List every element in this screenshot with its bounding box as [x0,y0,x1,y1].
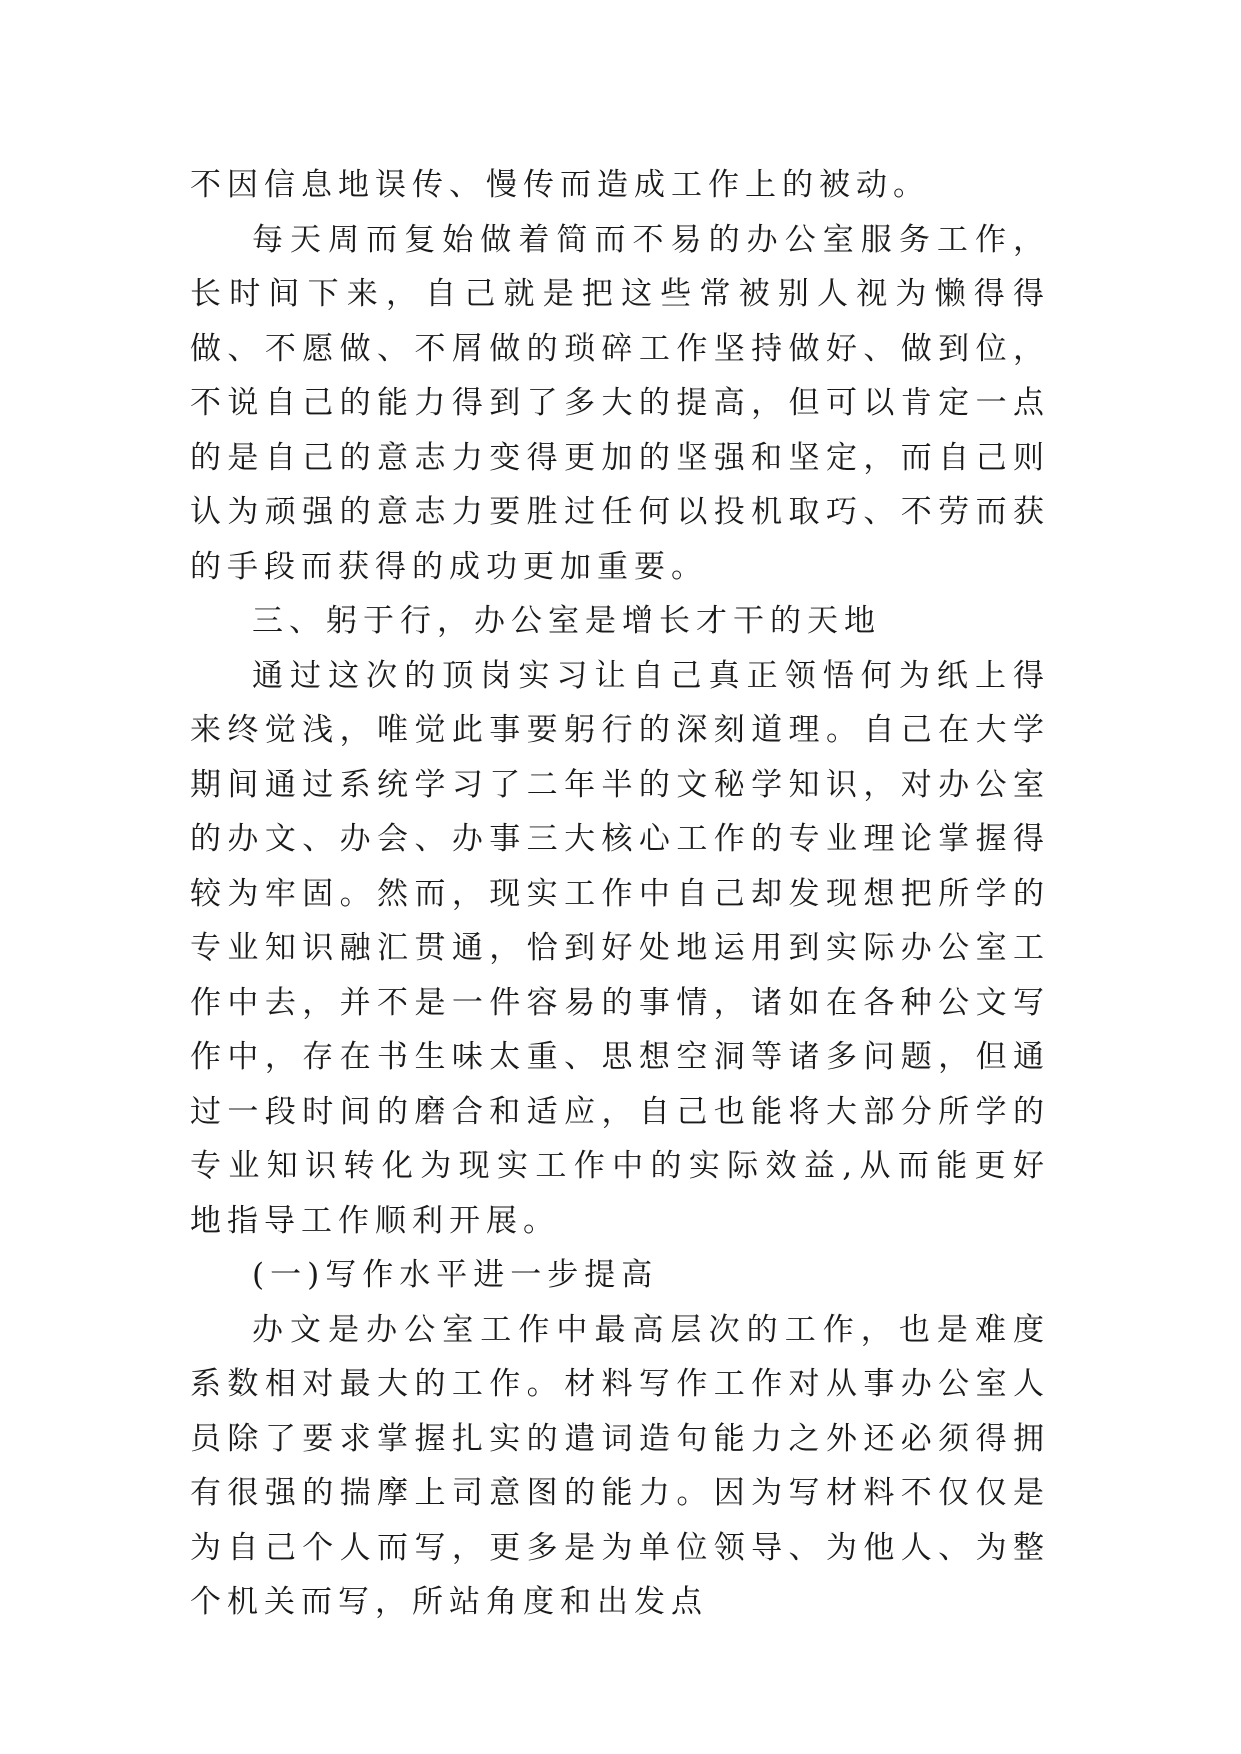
body-paragraph: 办文是办公室工作中最高层次的工作，也是难度系数相对最大的工作。材料写作工作对从事办公室人员除了要求掌握扎实的遣词造句能力之外还必须得拥有很强的揣摩上司意图的能力。因为写材料不仅仅是为自己个人而写，更多是为单位领导、为他人、为整个机关而写，所站角度和出发点 [190,1311,1050,1620]
body-paragraph: 通过这次的顶岗实习让自己真正领悟何为纸上得来终觉浅，唯觉此事要躬行的深刻道理。自己在大学期间通过系统学习了二年半的文秘学知识，对办公室的办文、办会、办事三大核心工作的专业理论掌握得较为牢固。然而，现实工作中自己却发现想把所学的专业知识融汇贯通，恰到好处地运用到实际办公室工作中去，并不是一件容易的事情，诸如在各种公文写作中，存在书生味太重、思想空洞等诸多问题，但通过一段时间的磨合和适应，自己也能将大部分所学的专业知识转化为现实工作中的实际效益,从而能更好地指导工作顺利开展。 [190,657,1050,1239]
document-body [190,158,1050,1630]
body-paragraph: 每天周而复始做着简而不易的办公室服务工作，长时间下来，自己就是把这些常被别人视为懒得得做、不愿做、不屑做的琐碎工作坚持做好、做到位，不说自己的能力得到了多大的提高，但可以肯定一点的是自己的意志力变得更加的坚强和坚定，而自己则认为顽强的意志力要胜过任何以投机取巧、不劳而获的手段而获得的成功更加重要。 [190,221,1050,585]
continuation-paragraph: 不因信息地误传、慢传而造成工作上的被动。 [190,167,930,203]
subsection-heading: (一)写作水平进一步提高 [252,1257,659,1293]
section-heading: 三、躬于行，办公室是增长才干的天地 [252,603,881,639]
